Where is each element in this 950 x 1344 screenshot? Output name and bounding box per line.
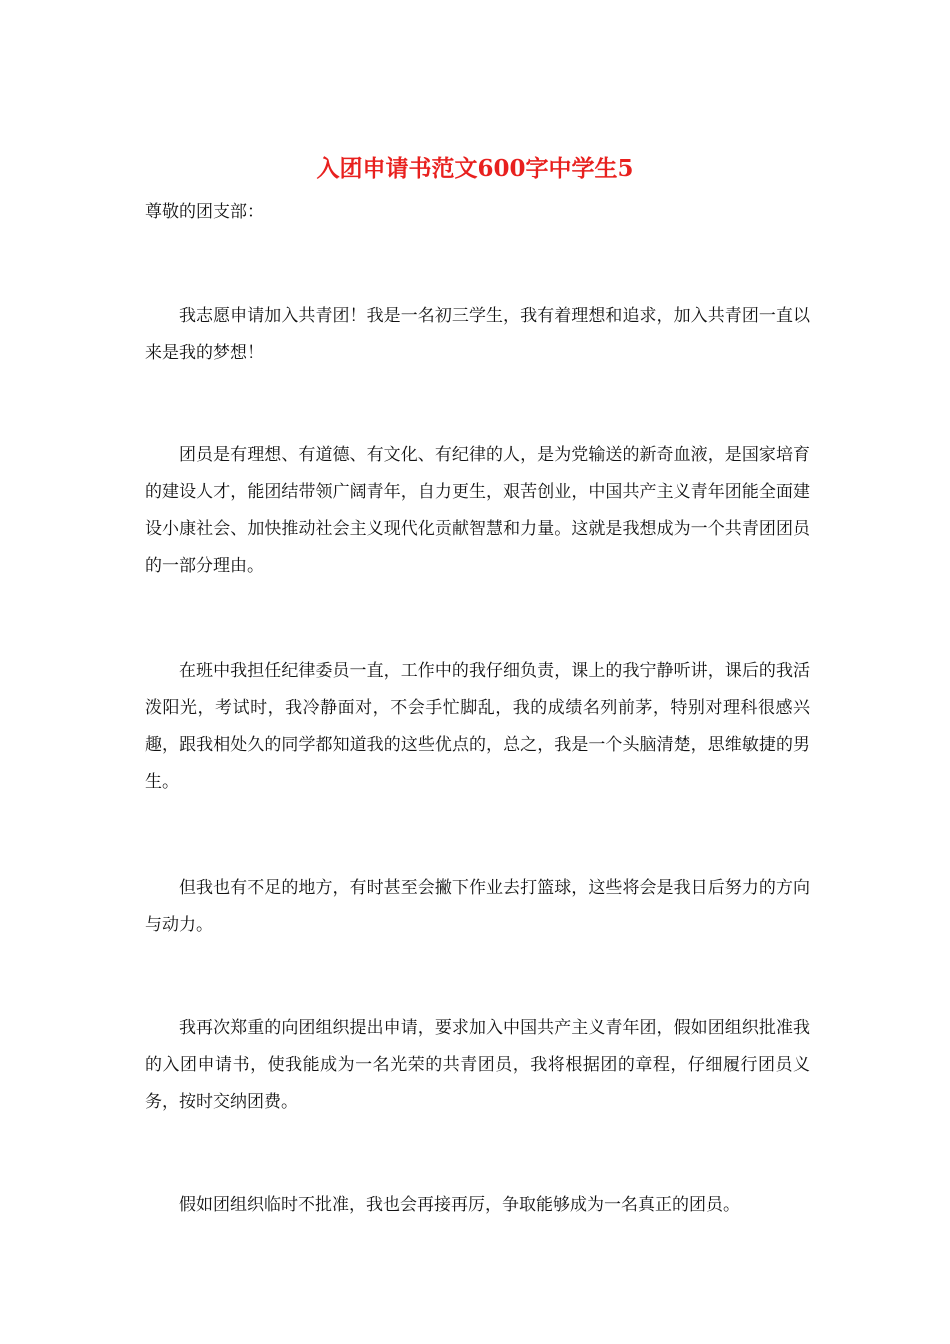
document-title: 入团申请书范文600字中学生5 <box>316 155 634 182</box>
paragraph-1: 我志愿申请加入共青团！我是一名初三学生，我有着理想和追求，加入共青团一直以来是我的梦想！ <box>145 306 810 363</box>
paragraph-5: 我再次郑重的向团组织提出申请，要求加入中国共产主义青年团，假如团组织批准我的入团申请书，使我能成为一名光荣的共青团员，我将根据团的章程，仔细履行团员义务，按时交纳团费。 <box>145 1018 810 1112</box>
paragraph-3: 在班中我担任纪律委员一直，工作中的我仔细负责，课上的我宁静听讲，课后的我活泼阳光，考试时，我冷静面对，不会手忙脚乱，我的成绩名列前茅，特别对理科很感兴趣，跟我相处久的同学都知道我的这些优点的，总之，我是一个头脑清楚，思维敏捷的男生。 <box>145 661 810 792</box>
paragraph-2: 团员是有理想、有道德、有文化、有纪律的人，是为党输送的新奇血液，是国家培育的建设人才，能团结带领广阔青年，自力更生，艰苦创业，中国共产主义青年团能全面建设小康社会、加快推动社会主义现代化贡献智慧和力量。这就是我想成为一个共青团团员的一部分理由。 <box>145 445 810 576</box>
paragraph-4: 但我也有不足的地方，有时甚至会撇下作业去打篮球，这些将会是我日后努力的方向与动力。 <box>145 878 810 935</box>
salutation: 尊敬的团支部： <box>145 202 264 222</box>
paragraph-6: 假如团组织临时不批准，我也会再接再厉，争取能够成为一名真正的团员。 <box>179 1195 740 1215</box>
